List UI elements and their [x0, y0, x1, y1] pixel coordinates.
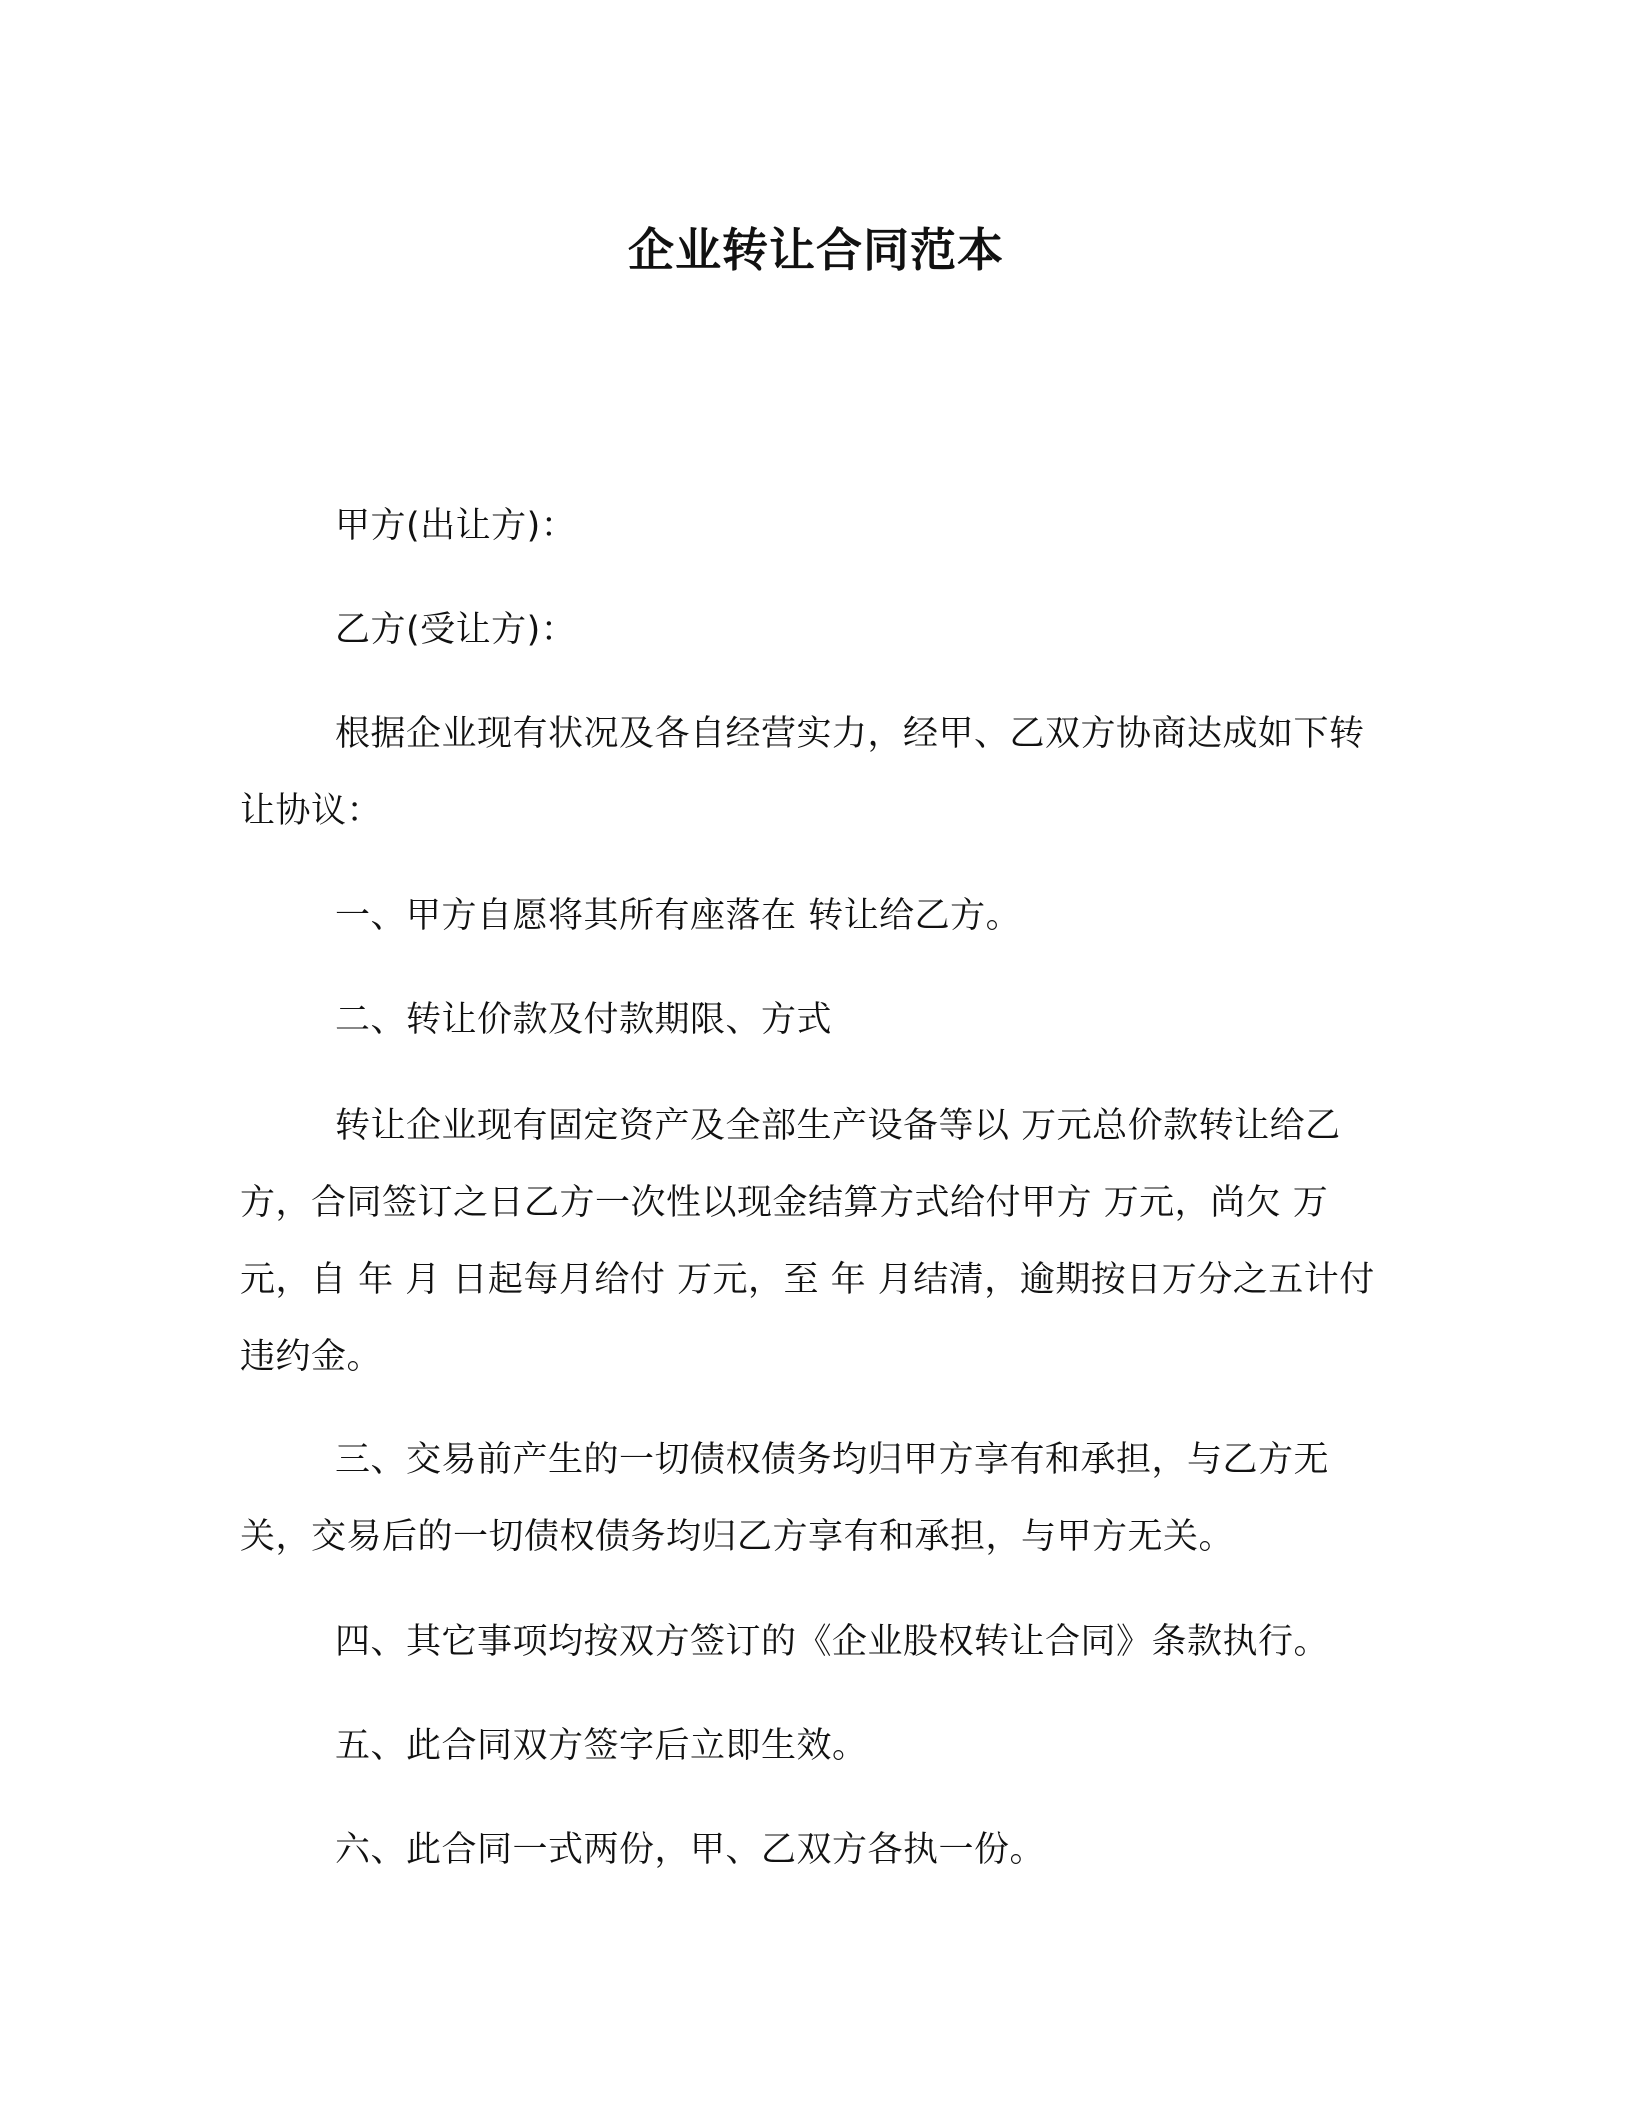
clause-6: 六、此合同一式两份，甲、乙双方各执一份。 [335, 1830, 1046, 1870]
party-b-line: 乙方(受让方)： [335, 610, 577, 650]
document-title: 企业转让合同范本 [628, 223, 1004, 277]
clause-1: 一、甲方自愿将其所有座落在 转让给乙方。 [335, 896, 1022, 936]
clause-5: 五、此合同双方签字后立即生效。 [335, 1726, 868, 1766]
preamble-paragraph: 根据企业现有状况及各自经营实力，经甲、乙双方协商达成如下转让协议： [240, 714, 1365, 831]
party-a-line: 甲方(出让方)： [335, 506, 577, 546]
clause-3: 三、交易前产生的一切债权债务均归甲方享有和承担，与乙方无关，交易后的一切债权债务均归乙方享有和承担，与甲方无关。 [240, 1440, 1330, 1557]
clause-2-body: 转让企业现有固定资产及全部生产设备等以 万元总价款转让给乙方，合同签订之日乙方一次性以现金结算方式给付甲方 万元，尚欠 万元，自 年 月 日起每月给付 万元，至 年 月结清，逾期按日万分之五计付违约金。 [240, 1106, 1375, 1377]
clause-4: 四、其它事项均按双方签订的《企业股权转让合同》条款执行。 [335, 1622, 1330, 1662]
clause-2-heading: 二、转让价款及付款期限、方式 [335, 1000, 833, 1040]
